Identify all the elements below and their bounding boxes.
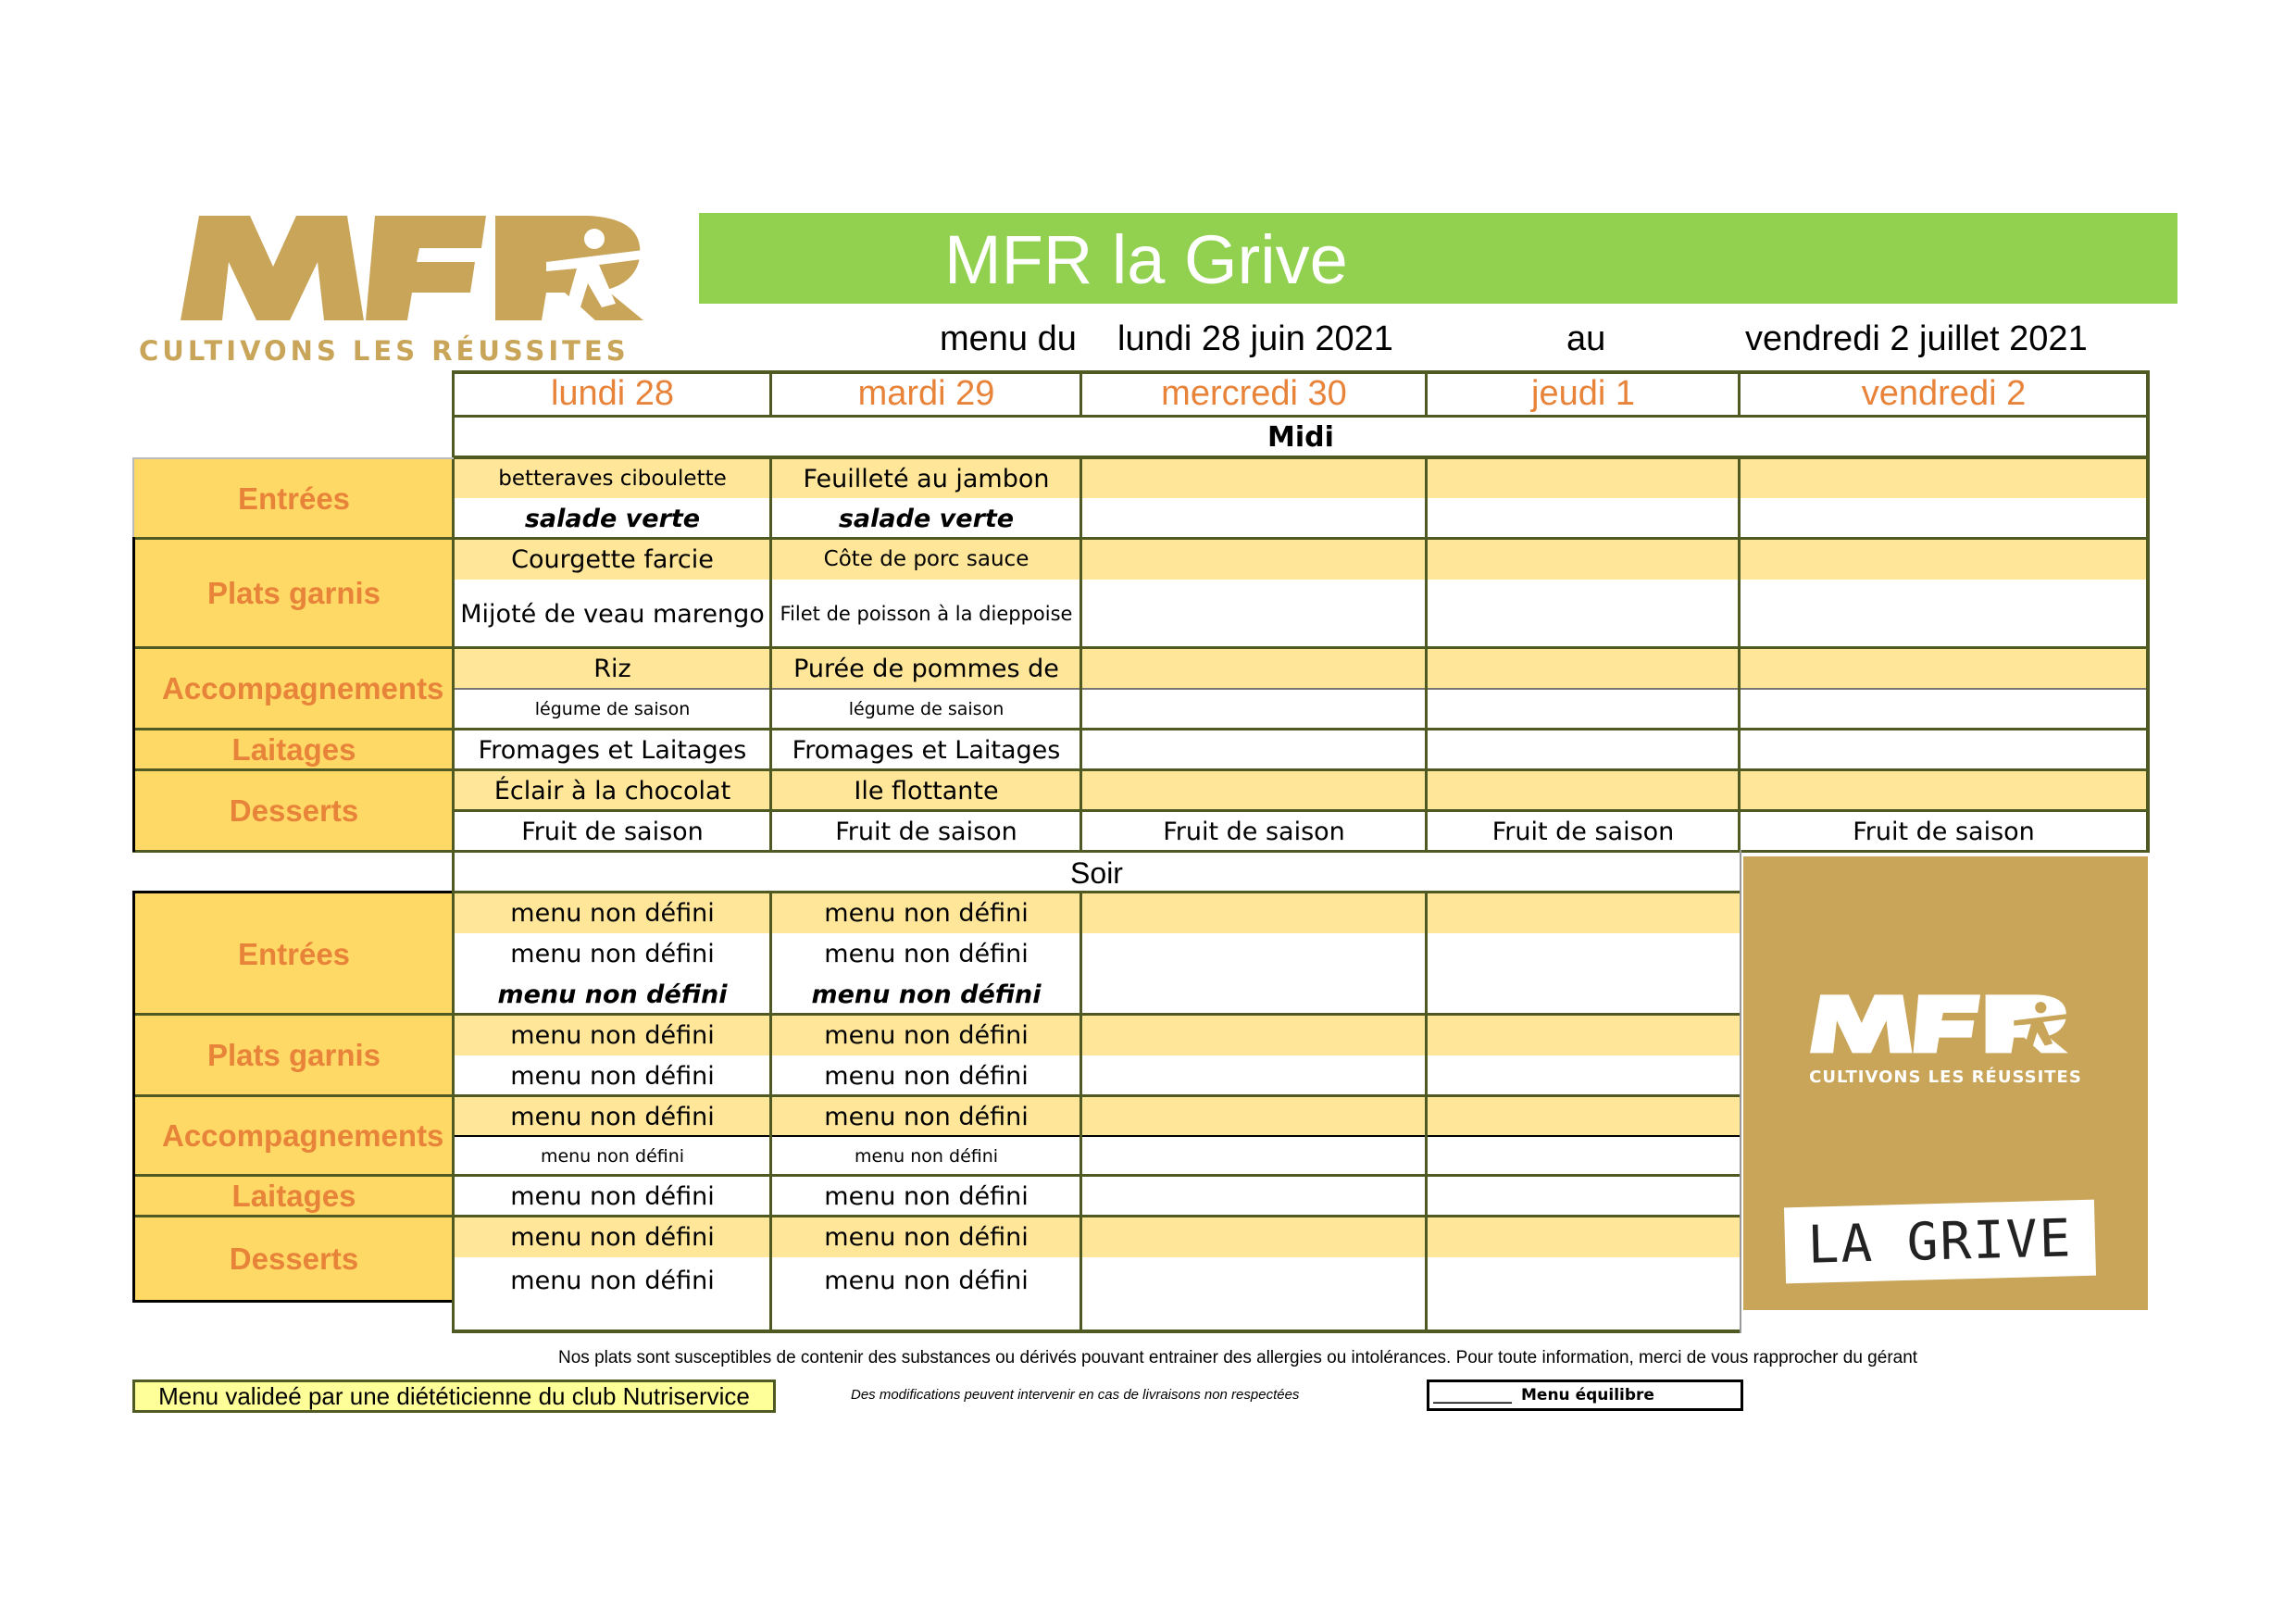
menu-cell: Fruit de saison (835, 817, 1017, 846)
title-banner (699, 213, 2177, 304)
day-header: jeudi 1 (1531, 374, 1635, 413)
grid-line (132, 457, 454, 459)
menu-cell (1081, 933, 1427, 974)
grid-line (132, 891, 135, 1302)
grid-line (1079, 370, 1082, 415)
menu-cell (1427, 1055, 1740, 1096)
menu-cell: Courgette farcie (454, 539, 771, 580)
menu-cell (1740, 648, 2148, 689)
grid-line (132, 768, 2150, 771)
menu-cell: menu non défini (540, 1146, 685, 1167)
label-entrees-soir: Entrées (134, 893, 454, 1015)
menu-cell: menu non défini (824, 939, 1029, 968)
menu-cell: Fruit de saison (1163, 817, 1345, 846)
menu-cell: Fromages et Laitages (478, 735, 747, 765)
grid-line (1425, 891, 1428, 1333)
grid-line (132, 537, 135, 852)
menu-cell: menu non défini (510, 1181, 715, 1211)
menu-cell: menu non défini (510, 1266, 715, 1295)
menu-cell: Ile flottante (771, 770, 1081, 811)
panel-tagline: CULTIVONS LES RÉUSSITES (1809, 1067, 2082, 1087)
menu-cell (1081, 1055, 1427, 1096)
grid-line (452, 850, 455, 893)
menu-cell: menu non défini (824, 1181, 1029, 1211)
menu-cell: menu non défini (454, 1015, 771, 1055)
menu-cell (1427, 974, 1740, 1015)
label-laitages-midi: Laitages (134, 730, 454, 770)
menu-cell (1081, 1257, 1427, 1304)
menu-cell (1427, 1137, 1740, 1176)
grid-line (452, 809, 2150, 812)
menu-cell (1427, 498, 1740, 539)
label-desserts-soir: Desserts (134, 1217, 454, 1302)
menu-cell (1427, 770, 1740, 811)
la-grive-panel (1743, 856, 2148, 1310)
menu-cell (1740, 539, 2148, 580)
menu-cell (1081, 770, 1427, 811)
legend-blank: __________ (1433, 1386, 1512, 1405)
grid-line (452, 688, 2150, 690)
menu-cell (1081, 1176, 1427, 1217)
menu-cell: salade verte (524, 504, 701, 533)
menu-cell: Riz (454, 648, 771, 689)
menu-cell (1740, 580, 2148, 648)
menu-cell (1081, 730, 1427, 770)
label-plats-soir: Plats garnis (134, 1015, 454, 1096)
menu-cell: menu non défini (854, 1146, 999, 1167)
day-header: vendredi 2 (1861, 374, 2027, 413)
label-entrees-midi: Entrées (134, 459, 454, 539)
legend-label: Menu équilibre (1521, 1386, 1654, 1405)
menu-cell (1081, 689, 1427, 730)
menu-cell (1081, 974, 1427, 1015)
menu-cell (1427, 539, 1740, 580)
menu-cell: menu non défini (454, 1217, 771, 1257)
allergy-note: Nos plats sont susceptibles de contenir des substances ou dérivés pouvant entrainer des allergies ou intolérances. Pour toute information, merci de vous rapprocher du gérant (558, 1348, 1918, 1367)
grid-line (452, 891, 455, 1333)
menu-cell (1427, 648, 1740, 689)
menu-cell (1740, 689, 2148, 730)
grid-line (769, 456, 772, 852)
menu-cell: menu non défini (454, 893, 771, 933)
menu-cell: menu non défini (771, 893, 1081, 933)
grid-line (769, 370, 772, 415)
menu-cell: Fruit de saison (1491, 817, 1675, 846)
menu-cell: menu non défini (510, 1061, 715, 1091)
menu-cell: Feuilleté au jambon (771, 459, 1081, 498)
menu-cell (1081, 1217, 1427, 1257)
midi-title: Midi (1267, 420, 1334, 454)
menu-cell: menu non défini (771, 1217, 1081, 1257)
mfr-logo-white (1810, 986, 2078, 1060)
grid-line (1425, 456, 1428, 852)
menu-cell: menu non défini (811, 980, 1042, 1009)
menu-cell: Côte de porc sauce (771, 539, 1081, 580)
grid-line (452, 891, 1741, 893)
menu-cell (1081, 459, 1427, 498)
grid-line (132, 537, 2150, 540)
menu-cell: Filet de poisson à la dieppoise (780, 603, 1073, 625)
menu-cell (1427, 1176, 1740, 1217)
grid-line (1738, 456, 1741, 852)
menu-cell: Fruit de saison (1853, 817, 2035, 846)
grid-line (132, 457, 134, 539)
menu-cell (1081, 498, 1427, 539)
grid-line (132, 1300, 454, 1303)
label-accompagnements-soir: Accompagnements (134, 1096, 454, 1176)
menu-cell (1740, 459, 2148, 498)
menu-cell (1740, 498, 2148, 539)
menu-cell: Purée de pommes de (771, 648, 1081, 689)
label-desserts-midi: Desserts (134, 770, 454, 852)
menu-cell (1427, 1217, 1740, 1257)
label-laitages-soir: Laitages (134, 1176, 454, 1217)
menu-cell (1427, 459, 1740, 498)
grid-line (452, 415, 2150, 418)
menu-cell (1427, 893, 1740, 933)
grid-line (132, 850, 2150, 853)
menu-cell (1081, 1096, 1427, 1137)
grid-line (132, 646, 2150, 649)
grid-line (1740, 850, 1741, 1333)
menu-cell: menu non défini (771, 1015, 1081, 1055)
menu-cell: Éclair à la chocolat (454, 770, 771, 811)
legend-box (1427, 1380, 1743, 1411)
menu-cell: menu non défini (771, 1096, 1081, 1137)
menu-cell: légume de saison (848, 699, 1004, 719)
grid-line (452, 456, 2150, 459)
menu-cell (1081, 1015, 1427, 1055)
label-plats-midi: Plats garnis (134, 539, 454, 648)
grid-line (132, 1215, 1741, 1217)
menu-cell (1427, 580, 1740, 648)
grid-line (452, 1330, 1741, 1333)
grid-line (132, 891, 454, 893)
menu-cell (1081, 539, 1427, 580)
menu-cell: légume de saison (534, 699, 691, 719)
la-grive-card: LA GRIVE (1784, 1200, 2096, 1284)
au-label: au (1566, 319, 1606, 358)
menu-cell: salade verte (838, 504, 1015, 533)
start-date: lundi 28 juin 2021 (1117, 319, 1393, 358)
menu-cell (1427, 933, 1740, 974)
grid-line (132, 1013, 1741, 1016)
menu-cell: menu non défini (824, 1061, 1029, 1091)
menu-cell: Fromages et Laitages (792, 735, 1061, 765)
grid-line (1738, 370, 1741, 415)
day-header: mardi 29 (857, 374, 995, 413)
grid-line (452, 370, 2150, 374)
menu-cell (1081, 893, 1427, 933)
grid-line (132, 728, 2150, 730)
mfr-logo (181, 211, 662, 322)
menu-cell: Fruit de saison (521, 817, 704, 846)
menu-cell (1427, 1096, 1740, 1137)
grid-line (452, 370, 455, 852)
grid-line (769, 891, 772, 1333)
menu-cell: menu non défini (454, 1096, 771, 1137)
end-date: vendredi 2 juillet 2021 (1745, 319, 2088, 358)
menu-cell (1740, 730, 2148, 770)
day-header: mercredi 30 (1161, 374, 1347, 413)
modifications-note: Des modifications peuvent intervenir en cas de livraisons non respectées (851, 1387, 1300, 1403)
menu-cell (1427, 1015, 1740, 1055)
menu-cell (1081, 580, 1427, 648)
label-accompagnements-midi: Accompagnements (134, 648, 454, 730)
menu-cell (1081, 1137, 1427, 1176)
menu-cell (1427, 689, 1740, 730)
grid-line (1079, 456, 1082, 852)
menu-du-label: menu du (940, 319, 1077, 358)
menu-cell (1081, 648, 1427, 689)
menu-cell (1740, 770, 2148, 811)
menu-cell: menu non défini (824, 1266, 1029, 1295)
grid-line (452, 1135, 1741, 1137)
soir-title: Soir (1070, 855, 1123, 890)
grid-line (132, 1174, 1741, 1177)
grid-line (1079, 891, 1082, 1333)
menu-cell: Mijoté de veau marengo (460, 599, 765, 629)
validated-note: Menu valideé par une diététicienne du club Nutriservice (132, 1380, 776, 1413)
menu-cell: menu non défini (510, 939, 715, 968)
menu-cell: menu non défini (497, 980, 728, 1009)
logo-tagline: CULTIVONS LES RÉUSSITES (139, 335, 630, 367)
menu-cell (1427, 1257, 1740, 1304)
page-title: MFR la Grive (944, 221, 1348, 298)
day-header: lundi 28 (550, 374, 675, 413)
grid-line (132, 1094, 1741, 1097)
menu-cell (1427, 730, 1740, 770)
menu-cell: betteraves ciboulette (454, 459, 771, 498)
grid-line (1425, 370, 1428, 415)
grid-line (2146, 370, 2150, 852)
